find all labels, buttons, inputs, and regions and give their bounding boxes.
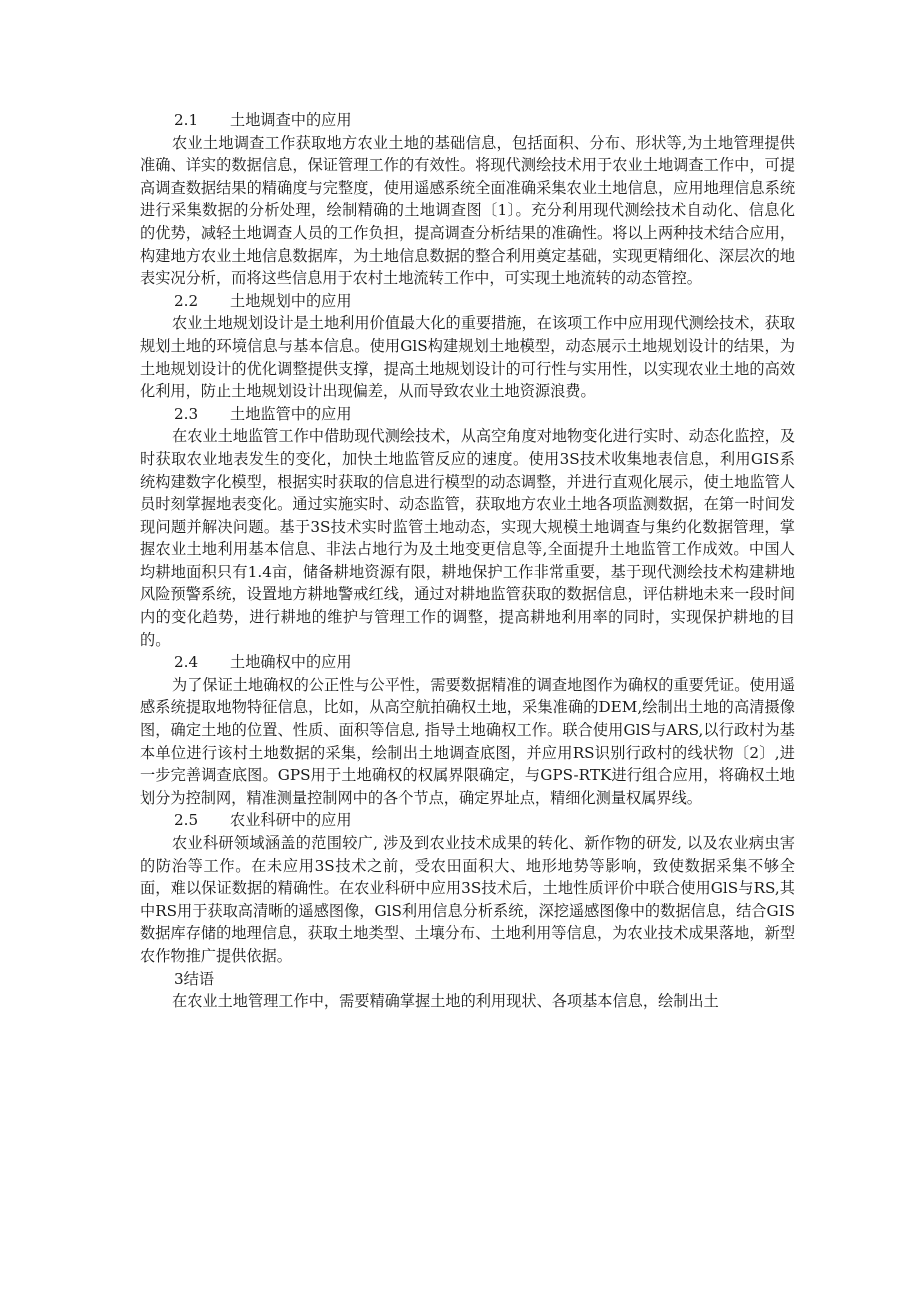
section-paragraph: 农业土地规划设计是土地利用价值最大化的重要措施，在该项工作中应用现代测绘技术，获取规划土地的环境信息与基本信息。使用GlS构建规划土地模型，动态展示土地规划设计的结果，为土地规划设计的优化调整提供支撑，提高土地规划设计的可行性与实用性，以实现农业土地的高效化利用，防止土地规划设计出现偏差，从而导致农业土地资源浪费。 [140,314,795,401]
section-number: 2.1 [174,111,199,129]
document-body [140,109,795,1013]
section-title: 3结语 [174,969,215,988]
section-heading [140,290,795,313]
section-heading [140,109,795,132]
section-title: 土地调查中的应用 [230,111,352,129]
conclusion-heading [140,968,795,991]
section-number: 2.2 [174,291,199,310]
section-paragraph: 农业科研领域涵盖的范围较广, 涉及到农业技术成果的转化、新作物的研发, 以及农业病虫害的防治等工作。在未应用3S技术之前，受农田面积大、地形地势等影响，致使数据采集不够全面，难以保证数据的精确性。在农业科研中应用3S技术后，土地性质评价中联合使用GlS与RS,其中RS用于获取高清晰的遥感图像，GlS利用信息分析系统，深挖遥感图像中的数据信息，结合GIS数据库存储的地理信息，获取土地类型、土壤分布、土地利用等信息，为农业技术成果落地，新型农作物推广提供依据。 [140,834,795,965]
section-number: 2.5 [174,811,199,830]
section-title: 土地监管中的应用 [230,404,352,423]
section-paragraph: 在农业土地监管工作中借助现代测绘技术，从高空角度对地物变化进行实时、动态化监控，及时获取农业地表发生的变化，加快土地监管反应的速度。使用3S技术收集地表信息，利用GIS系统构建数字化模型，根据实时获取的信息进行模型的动态调整，并进行直观化展示，使土地监管人员时刻掌握地表变化。通过实施实时、动态监管，获取地方农业土地各项监测数据，在第一时间发现问题并解决问题。基于3S技术实时监管土地动态，实现大规模土地调查与集约化数据管理，掌握农业土地利用基本信息、非法占地行为及土地变更信息等,全面提升土地监管工作成效。中国人均耕地面积只有1.4亩，储备耕地资源有限，耕地保护工作非常重要，基于现代测绘技术构建耕地风险预警系统，设置地方耕地警戒红线，通过对耕地监管获取的数据信息，评估耕地未来一段时间内的变化趋势，进行耕地的维护与管理工作的调整，提高耕地利用率的同时，实现保护耕地的目的。 [140,427,795,649]
section-paragraph: 在农业土地管理工作中，需要精确掌握土地的利用现状、各项基本信息，绘制出土 [172,992,719,1011]
section-heading [140,809,795,832]
section-title: 土地确权中的应用 [230,653,352,672]
section-title: 土地规划中的应用 [230,291,352,310]
section-heading [140,651,795,674]
section-paragraph: 为了保证土地确权的公正性与公平性，需要数据精准的调查地图作为确权的重要凭证。使用遥感系统提取地物特征信息，比如，从高空航拍确权土地，采集准确的DEM,绘制出土地的高清摄像图，确定土地的位置、性质、面积等信息, 指导土地确权工作。联合使用GlS与ARS,以行政村为基本单位进行该村土地数据的采集，绘制出土地调查底图，并应用RS识别行政村的线状物〔2〕,进一步完善调查底图。GPS用于土地确权的权属界限确定，与GPS-RTK进行组合应用，将确权土地划分为控制网，精准测量控制网中的各个节点，确定界址点，精细化测量权属界线。 [140,675,795,807]
section-paragraph: 农业土地调查工作获取地方农业土地的基础信息，包括面积、分布、形状等,为土地管理提供准确、详实的数据信息，保证管理工作的有效性。将现代测绘技术用于农业土地调查工作中，可提高调查数据结果的精确度与完整度，使用遥感系统全面准确采集农业土地信息，应用地理信息系统进行采集数据的分析处理，绘制精确的土地调查图〔1〕。充分利用现代测绘技术自动化、信息化的优势，减轻土地调查人员的工作负担，提高调查分析结果的准确性。将以上两种技术结合应用，构建地方农业土地信息数据库，为土地信息数据的整合利用奠定基础，实现更精细化、深层次的地表实况分析，而将这些信息用于农村土地流转工作中，可实现土地流转的动态管控。 [140,133,795,288]
section-heading [140,403,795,426]
section-title: 农业科研中的应用 [230,811,352,830]
section-number: 2.4 [174,653,199,672]
section-number: 2.3 [174,404,199,423]
